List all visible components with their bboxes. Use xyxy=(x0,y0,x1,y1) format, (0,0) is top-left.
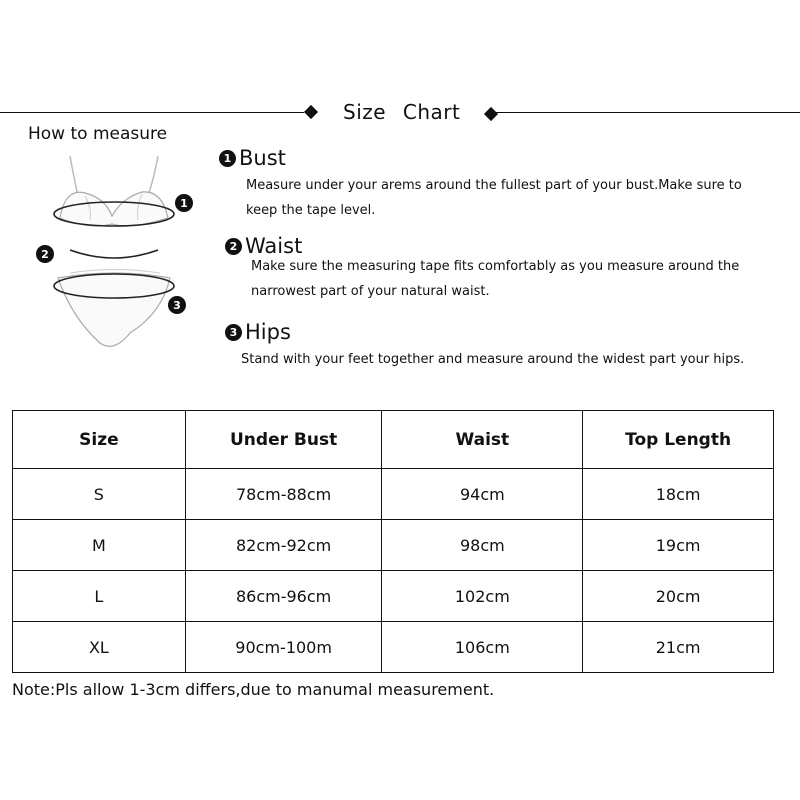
table-cell: 78cm-88cm xyxy=(185,469,382,520)
table-cell: 90cm-100m xyxy=(185,622,382,673)
step-title: Bust xyxy=(239,146,286,170)
header-divider-left xyxy=(0,112,304,113)
table-cell: 21cm xyxy=(583,622,774,673)
svg-text:1: 1 xyxy=(180,197,188,210)
table-row xyxy=(13,571,774,622)
step-description: Make sure the measuring tape fits comfortably as you measure around the narrowest part of your natural waist. xyxy=(251,259,740,299)
table-cell: 86cm-96cm xyxy=(185,571,382,622)
table-cell: M xyxy=(13,520,186,571)
how-to-measure-label: How to measure xyxy=(28,124,168,144)
diamond-ornament-left-icon xyxy=(304,105,318,119)
step-number-badge: 3 xyxy=(225,324,242,341)
table-cell: 102cm xyxy=(382,571,583,622)
column-header: Under Bust xyxy=(185,411,382,469)
step-description: Stand with your feet together and measure around the widest part your hips. xyxy=(241,352,745,367)
table-row xyxy=(13,520,774,571)
table-row xyxy=(13,469,774,520)
table-cell: S xyxy=(13,469,186,520)
step-title: Hips xyxy=(245,320,291,344)
step-number-badge: 2 xyxy=(225,238,242,255)
table-cell: 19cm xyxy=(583,520,774,571)
step-description: Measure under your arems around the fullest part of your bust.Make sure to keep the tape level. xyxy=(246,178,742,218)
header-divider-right xyxy=(496,112,800,113)
measurement-note: Note:Pls allow 1-3cm differs,due to manumal measurement. xyxy=(12,680,495,699)
svg-text:3: 3 xyxy=(173,299,181,312)
bikini-illustration-icon xyxy=(30,148,205,363)
table-cell: 20cm xyxy=(583,571,774,622)
size-chart-table xyxy=(12,410,774,673)
table-cell: XL xyxy=(13,622,186,673)
step-bust xyxy=(219,146,286,170)
column-header: Top Length xyxy=(583,411,774,469)
table-cell: 106cm xyxy=(382,622,583,673)
column-header: Size xyxy=(13,411,186,469)
step-hips xyxy=(225,320,291,344)
step-title: Waist xyxy=(245,234,303,258)
svg-text:2: 2 xyxy=(41,248,49,261)
column-header: Waist xyxy=(382,411,583,469)
table-cell: 98cm xyxy=(382,520,583,571)
bikini-measurement-figure xyxy=(30,148,205,363)
table-row xyxy=(13,622,774,673)
table-cell: 82cm-92cm xyxy=(185,520,382,571)
table-cell: L xyxy=(13,571,186,622)
table-cell: 94cm xyxy=(382,469,583,520)
diamond-ornament-right-icon xyxy=(484,107,498,121)
table-cell: 18cm xyxy=(583,469,774,520)
page-title: Size Chart xyxy=(343,100,461,124)
step-number-badge: 1 xyxy=(219,150,236,167)
table-header-row xyxy=(13,411,774,469)
